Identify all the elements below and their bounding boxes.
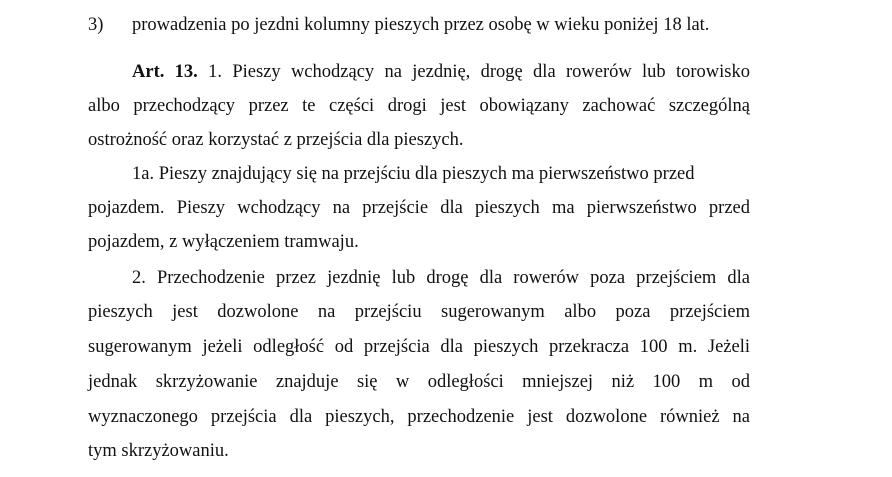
item-number: 3) bbox=[88, 15, 104, 35]
paragraph-1a-line-3: pojazdem, z wyłączeniem tramwaju. bbox=[88, 232, 359, 252]
paragraph-1a-line-2: pojazdem. Pieszy wchodzący na przejście dla pieszych ma pierwszeństwo przed bbox=[88, 198, 750, 218]
paragraph-2-line-4: jednak skrzyżowanie znajduje się w odległości mniejszej niż 100 m od bbox=[88, 372, 750, 392]
paragraph-2-line-2: pieszych jest dozwolone na przejściu sugerowanym albo poza przejściem bbox=[88, 302, 750, 322]
paragraph-2-line-3: sugerowanym jeżeli odległość od przejścia dla pieszych przekracza 100 m. Jeżeli bbox=[88, 337, 750, 357]
paragraph-1a-line-1: 1a. Pieszy znajdujący się na przejściu dla pieszych ma pierwszeństwo przed bbox=[132, 164, 695, 184]
paragraph-1-line-1: Art. 13. 1. Pieszy wchodzący na jezdnię, drogę dla rowerów lub torowisko bbox=[132, 62, 751, 82]
paragraph-2-line-6: tym skrzyżowaniu. bbox=[88, 441, 229, 461]
paragraph-1-line-2: albo przechodzący przez te części drogi jest obowiązany zachować szczególną bbox=[88, 96, 750, 116]
article-label: Art. 13. bbox=[132, 62, 198, 82]
item-text: prowadzenia po jezdni kolumny pieszych przez osobę w wieku poniżej 18 lat. bbox=[132, 15, 710, 35]
paragraph-1-line-3: ostrożność oraz korzystać z przejścia dla pieszych. bbox=[88, 130, 464, 150]
paragraph-2-line-5: wyznaczonego przejścia dla pieszych, przechodzenie jest dozwolone również na bbox=[88, 407, 750, 427]
paragraph-2-line-1: 2. Przechodzenie przez jezdnię lub drogę dla rowerów poza przejściem dla bbox=[132, 268, 750, 288]
